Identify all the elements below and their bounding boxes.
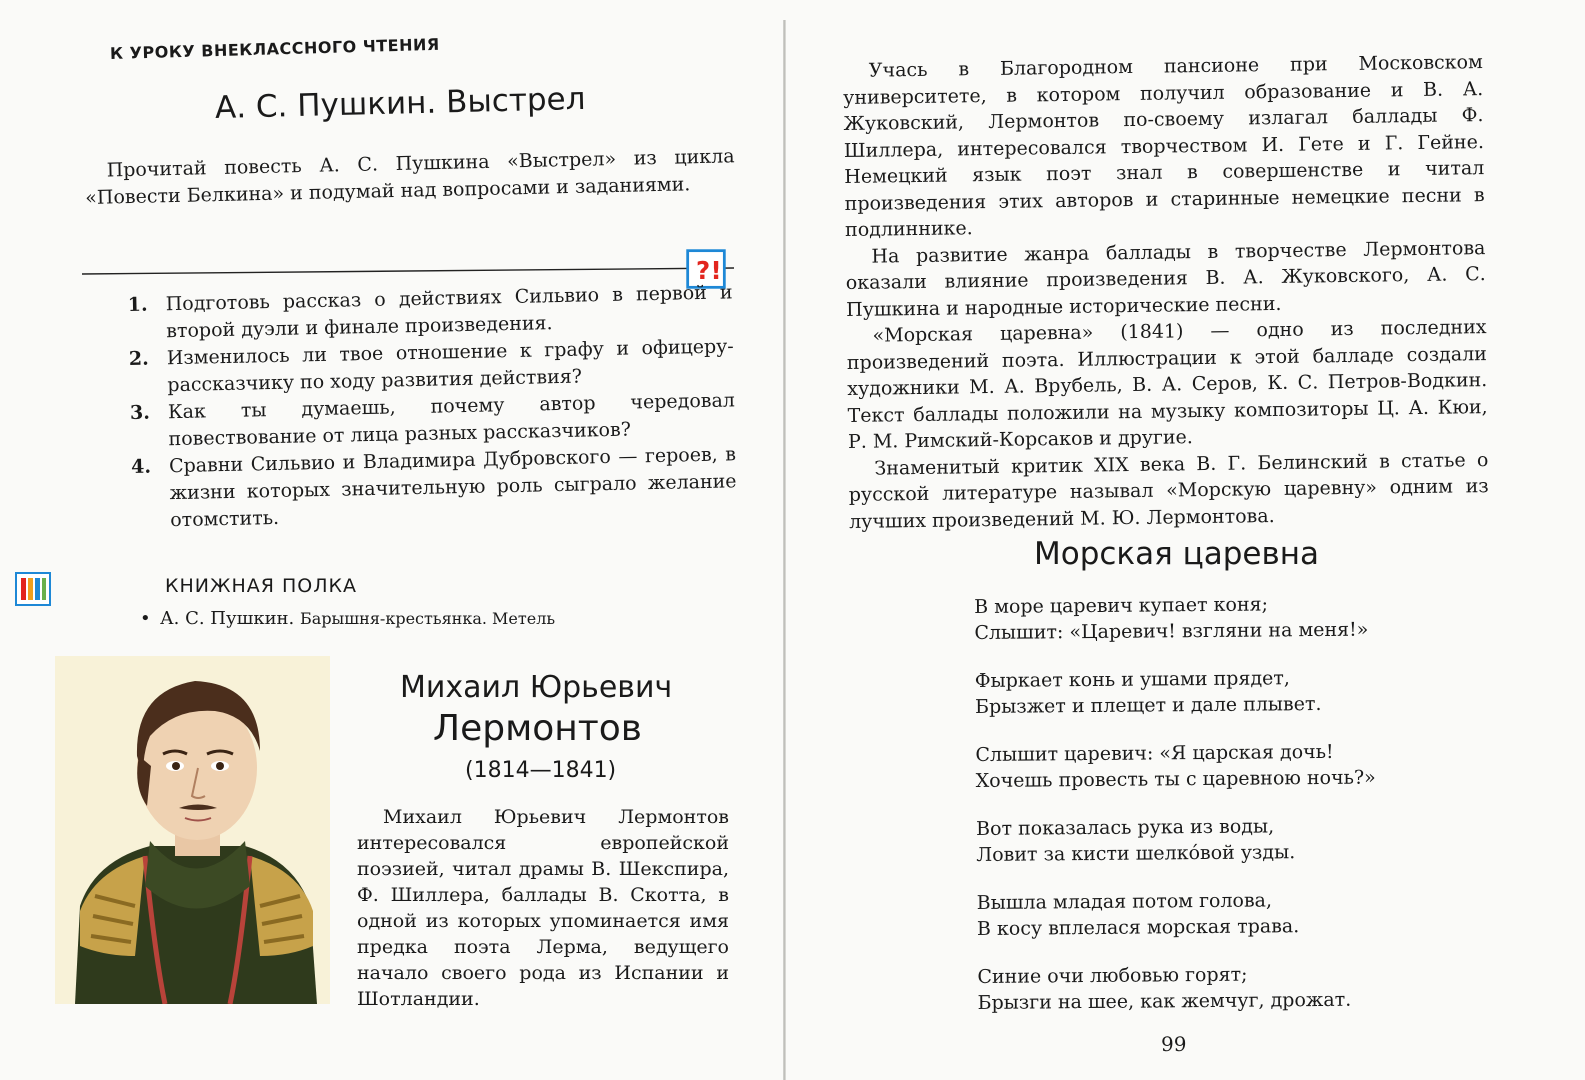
portrait-illustration	[55, 656, 330, 1004]
author-last-name: Лермонтов	[433, 708, 643, 749]
intro-paragraph: Прочитай повесть А. С. Пушкина «Выстрел» из цикла «Повести Белкина» и подумай над вопросами и заданиями.	[85, 145, 735, 209]
biography-text	[843, 49, 1490, 535]
poem-line: Хочешь провесть ты с царевною ночь?»	[975, 766, 1376, 793]
question-number: 4.	[130, 455, 152, 478]
paragraph: Учась в Благородном пансионе при Московском университете, в котором получил образование и В. А. Жуковский, Лермонтов по-своему излагал баллады Ф. Шиллера, интересовался творчеством И. Гете и Г. Гейне. Немецкий язык поэт знал в совершенстве и читал произведения этих авторов и старинные немецкие песни в подлиннике.	[843, 51, 1485, 242]
paragraph: На развитие жанра баллады в творчестве Лермонтова оказали влияние произведения В. А. Жуковского, А. С. Пушкина и народные исторические песни.	[845, 236, 1486, 321]
question-item	[131, 441, 738, 535]
paragraph: «Морская царевна» (1841) — одно из последних произведений поэта. Иллюстрации к этой балладе создали художники М. А. Врубель, В. А. Серов, К. С. Петров-Водкин. Текст баллады положили на музыку композиторы Ц. А. Кюи, Р. М. Римский-Корсаков и другие.	[846, 316, 1488, 453]
poem-line: Фыркает конь и ушами прядет,	[974, 667, 1290, 693]
author-first-names: Михаил Юрьевич	[400, 670, 673, 705]
lermontov-portrait	[55, 656, 330, 1004]
poem-line: В косу вплелася морская трава.	[976, 915, 1300, 940]
poem-line: Вышла младая потом голова,	[976, 889, 1273, 914]
stanza	[975, 738, 1475, 794]
stanza	[976, 812, 1476, 868]
svg-text:?: ?	[696, 256, 711, 285]
bookshelf-books: Барышня-крестьянка. Метель	[300, 609, 556, 628]
section-label: К УРОКУ ВНЕКЛАССНОГО ЧТЕНИЯ	[109, 34, 440, 63]
question-number: 3.	[129, 401, 151, 424]
left-page	[0, 0, 783, 1080]
stanza	[977, 886, 1477, 942]
author-years: (1814—1841)	[465, 758, 617, 783]
question-text: Подготовь рассказ о действиях Сильвио в первой и второй дуэли и финале произведения.	[165, 281, 733, 343]
questions-list	[127, 279, 737, 535]
question-text: Сравни Сильвио и Владимира Дубровского — героев, в жизни которых значительную роль сыграло желание отомстить.	[168, 443, 737, 532]
stanza	[977, 960, 1477, 1016]
poem	[974, 590, 1478, 1038]
page-number: 99	[1161, 1032, 1187, 1056]
stanza	[975, 664, 1475, 720]
bookshelf-item	[140, 608, 555, 629]
poem-line: Слышит царевич: «Я царская дочь!	[975, 740, 1334, 767]
poem-line: Брызжет и плещет и дале плывет.	[974, 692, 1322, 719]
right-page	[786, 0, 1585, 1080]
question-number: 2.	[128, 347, 149, 371]
question-text: Изменилось ли твое отношение к графу и офицеру-рассказчику по ходу развития действия?	[166, 335, 734, 397]
paragraph: Знаменитый критик XIX века В. Г. Белинский в статье о русской литературе называл «Морскую царевну» одним из лучших произведений М. Ю. Лермонтова.	[848, 448, 1489, 533]
author-bio: Михаил Юрьевич Лермонтов интересовался европейской поэзией, читал драмы В. Шекспира, Ф. Шиллера, баллады В. Скотта, в одной из которых упоминается имя предка поэта Лерма, ведущего начало своего рода из Испании и Шотландии.	[357, 806, 729, 1010]
poem-line: Слышит: «Царевич! взгляни на меня!»	[974, 618, 1369, 645]
poem-line: Ловит за кисти шелко́вой узды.	[976, 841, 1296, 866]
bookshelf-icon	[15, 572, 51, 606]
question-number: 1.	[127, 293, 148, 317]
poem-line: Вот показалась рука из воды,	[976, 815, 1275, 840]
story-title: А. С. Пушкин. Выстрел	[214, 80, 586, 126]
poem-line: Синие очи любовью горят;	[977, 963, 1248, 988]
stanza	[974, 590, 1474, 646]
svg-text:!: !	[710, 256, 722, 285]
poem-line: В море царевич купает коня;	[974, 593, 1269, 619]
poem-line: Брызги на шее, как жемчуг, дрожат.	[977, 988, 1352, 1014]
bullet: •	[140, 608, 151, 629]
bookshelf-author: А. С. Пушкин.	[160, 608, 295, 629]
poem-title: Морская царевна	[1034, 536, 1320, 572]
question-text: Как ты думаешь, почему автор чередовал повествование от лица разных рассказчиков?	[167, 389, 736, 451]
bookshelf-title: КНИЖНАЯ ПОЛКА	[165, 575, 357, 597]
